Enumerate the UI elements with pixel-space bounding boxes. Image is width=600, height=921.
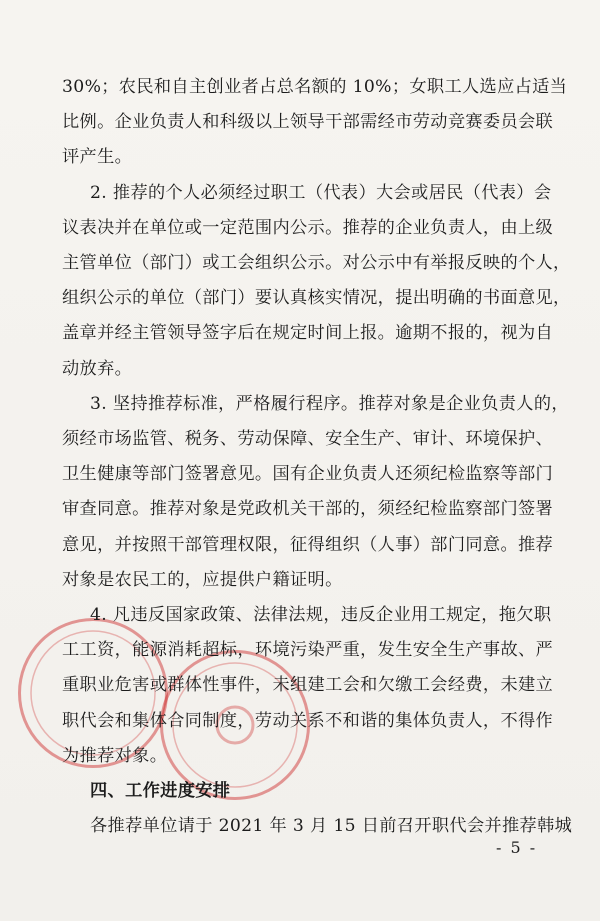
text-line: 为推荐对象。	[62, 745, 168, 766]
text-line: 主管单位（部门）或工会组织公示。对公示中有举报反映的个人，	[62, 253, 571, 274]
text-line: 2. 推荐的个人必须经过职工（代表）大会或居民（代表）会	[90, 182, 552, 203]
text-line: 3. 坚持推荐标准，严格履行程序。推荐对象是企业负责人的，	[90, 393, 569, 414]
document-body	[62, 70, 573, 844]
text-line: 组织公示的单位（部门）要认真核实情况，提出明确的书面意见，	[62, 288, 571, 309]
text-line: 4. 凡违反国家政策、法律法规，违反企业用工规定，拖欠职	[90, 605, 552, 626]
text-line: 30%；农民和自主创业者占总名额的 10%；女职工人选应占适当	[62, 77, 568, 97]
text-line: 审查同意。推荐对象是党政机关干部的，须经纪检监察部门签署	[62, 499, 554, 520]
text-line: 工工资，能源消耗超标，环境污染严重，发生安全生产事故、严	[62, 640, 554, 661]
section-heading: 四、工作进度安排	[90, 781, 231, 802]
text-line: 比例。企业负责人和科级以上领导干部需经市劳动竞赛委员会联	[62, 112, 554, 133]
text-line: 议表决并在单位或一定范围内公示。推荐的企业负责人，由上级	[62, 217, 554, 238]
text-line: 对象是农民工的，应提供户籍证明。	[62, 569, 343, 590]
text-line: 须经市场监管、税务、劳动保障、安全生产、审计、环境保护、	[62, 429, 554, 450]
page-number: - 5 -	[496, 838, 538, 857]
text-line: 评产生。	[62, 147, 133, 168]
text-line: 卫生健康等部门签署意见。国有企业负责人还须纪检监察等部门	[62, 464, 554, 485]
text-line: 各推荐单位请于 2021 年 3 月 15 日前召开职代会并推荐韩城	[90, 816, 573, 837]
text-line: 动放弃。	[62, 358, 133, 379]
text-line: 意见，并按照干部管理权限，征得组织（人事）部门同意。推荐	[62, 534, 554, 555]
text-line: 重职业危害或群体性事件，未组建工会和欠缴工会经费，未建立	[62, 675, 554, 696]
text-line: 职代会和集体合同制度，劳动关系不和谐的集体负责人，不得作	[62, 710, 554, 731]
text-line: 盖章并经主管领导签字后在规定时间上报。逾期不报的，视为自	[62, 323, 554, 344]
